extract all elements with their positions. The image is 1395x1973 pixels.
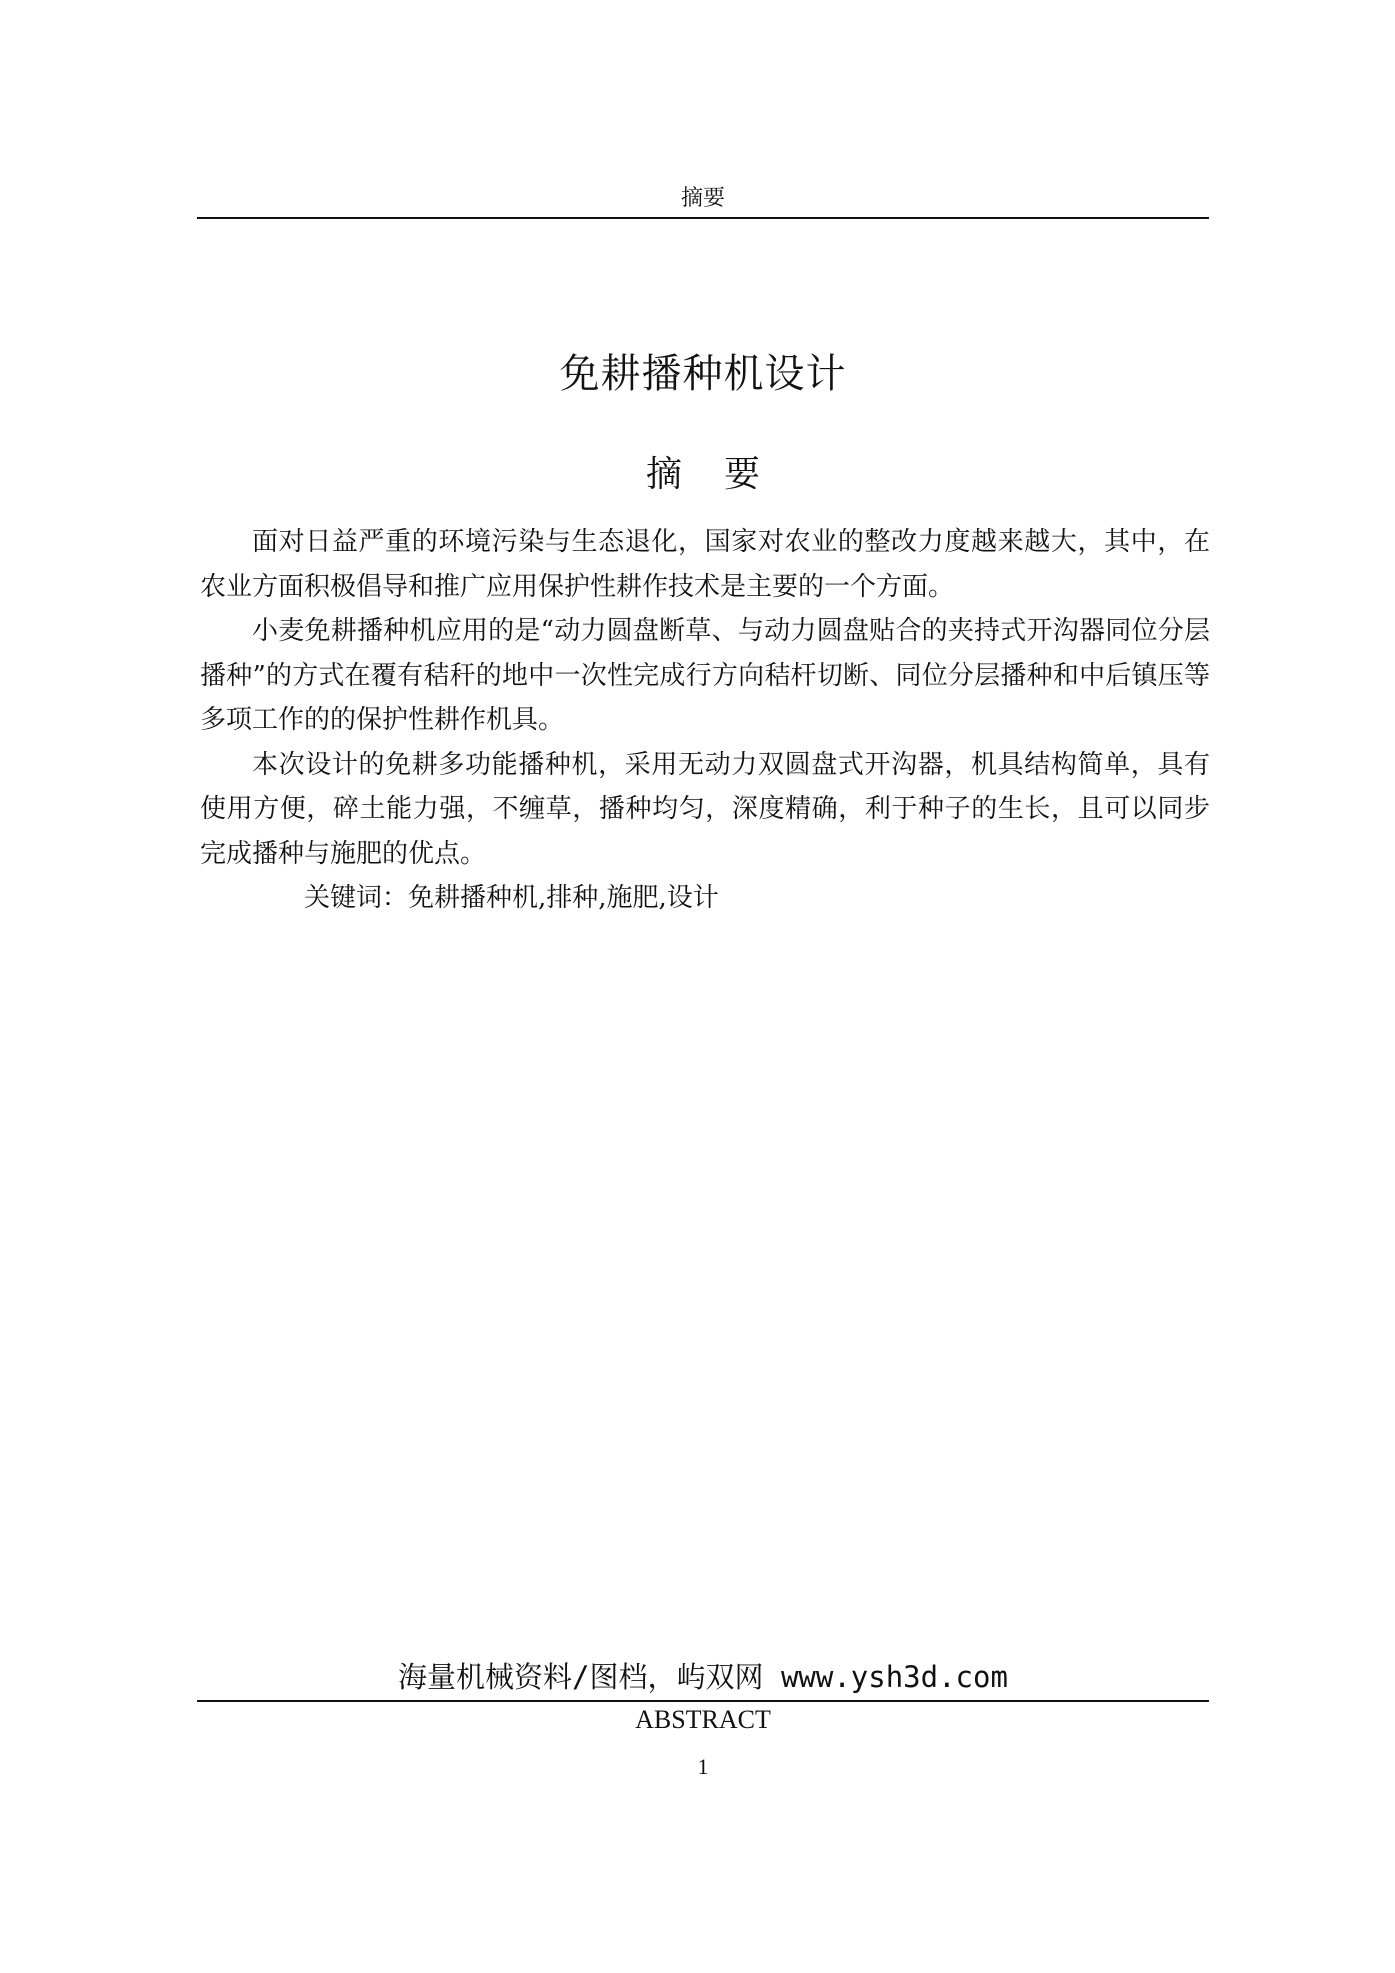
abstract-heading: 摘要 xyxy=(645,454,802,495)
keywords-value: 免耕播种机,排种,施肥,设计 xyxy=(408,883,719,913)
abstract-paragraph-2: 小麦免耕播种机应用的是“动力圆盘断草、与动力圆盘贴合的夹持式开沟器同位分层播种”的方式在覆有秸秆的地中一次性完成行方向秸杆切断、同位分层播种和中后镇压等多项工作的的保护性耕作机具。 xyxy=(200,616,1210,735)
document-title: 免耕播种机设计 xyxy=(559,351,847,397)
keywords-line xyxy=(200,876,1210,921)
footer-banner: 海量机械资料/图档，屿双网 www.ysh3d.com xyxy=(398,1660,1008,1694)
footer-rule xyxy=(197,1700,1209,1702)
header-rule xyxy=(197,217,1209,219)
abstract-paragraph-3: 本次设计的免耕多功能播种机，采用无动力双圆盘式开沟器，机具结构简单，具有使用方便，碎土能力强，不缠草，播种均匀，深度精确，利于种子的生长，且可以同步完成播种与施肥的优点。 xyxy=(200,749,1210,869)
page-number: 1 xyxy=(697,1754,709,1779)
abstract-body xyxy=(200,520,1210,921)
next-section-title: ABSTRACT xyxy=(635,1705,771,1734)
running-header: 摘要 xyxy=(680,186,725,211)
abstract-paragraph-1: 面对日益严重的环境污染与生态退化，国家对农业的整改力度越来越大，其中，在农业方面积极倡导和推广应用保护性耕作技术是主要的一个方面。 xyxy=(200,527,1210,602)
keywords-label: 关键词： xyxy=(304,883,409,913)
